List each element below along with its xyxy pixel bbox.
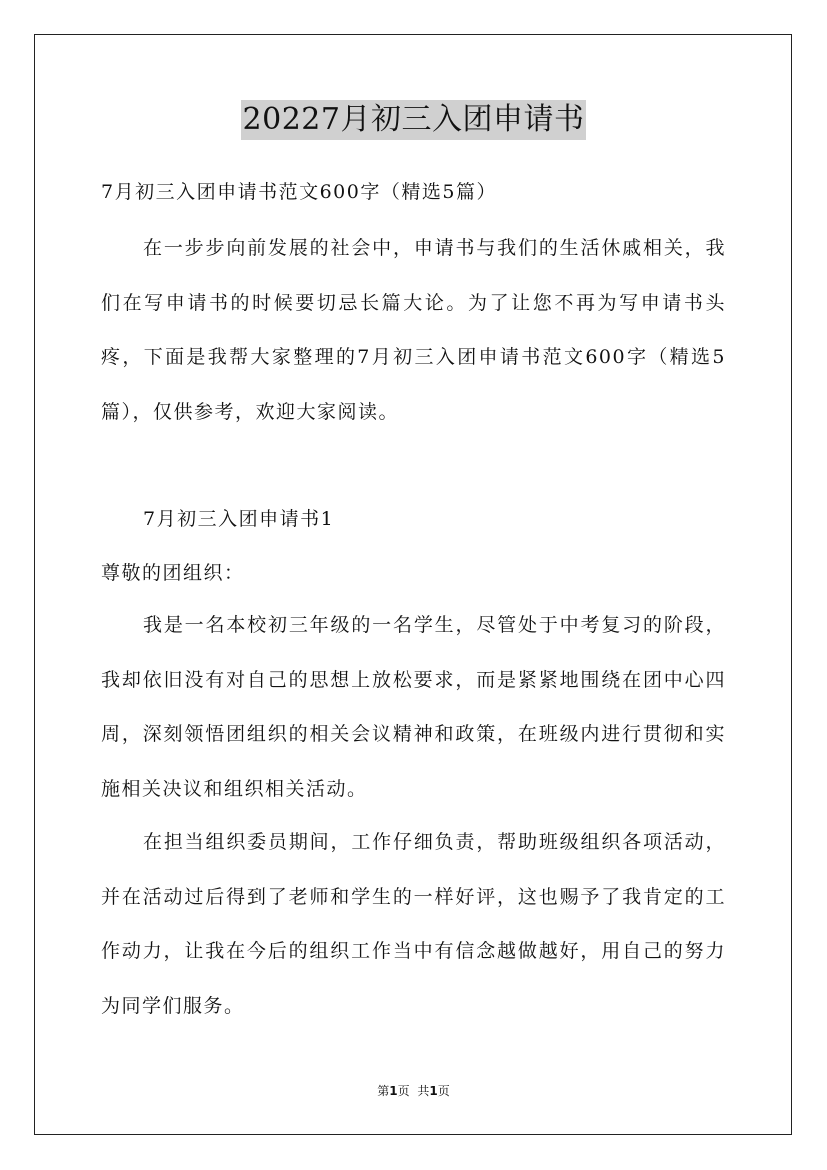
section-heading: 7月初三入团申请书1 bbox=[143, 508, 335, 530]
page-suffix: 页 bbox=[397, 1084, 410, 1098]
total-prefix: 共 bbox=[417, 1084, 430, 1098]
page-prefix: 第 bbox=[377, 1084, 390, 1098]
page-total: 1 bbox=[429, 1084, 438, 1098]
page-footer bbox=[0, 1083, 827, 1099]
page-current: 1 bbox=[389, 1084, 398, 1098]
total-suffix: 页 bbox=[437, 1084, 450, 1098]
salutation: 尊敬的团组织： bbox=[101, 562, 245, 584]
body-paragraph-1: 我是一名本校初三年级的一名学生，尽管处于中考复习的阶段，我却依旧没有对自己的思想上放松要求，而是紧紧地围绕在团中心四周，深刻领悟团组织的相关会议精神和政策，在班级内进行贯彻和实施相关决议和组织相关活动。 bbox=[101, 614, 726, 800]
document-subtitle: 7月初三入团申请书范文600字（精选5篇） bbox=[101, 181, 497, 203]
intro-paragraph: 在一步步向前发展的社会中，申请书与我们的生活休戚相关，我们在写申请书的时候要切忌长篇大论。为了让您不再为写申请书头疼，下面是我帮大家整理的7月初三入团申请书范文600字（精选5篇），仅供参考，欢迎大家阅读。 bbox=[101, 237, 726, 423]
title-container bbox=[0, 100, 827, 140]
body-paragraph-2: 在担当组织委员期间，工作仔细负责，帮助班级组织各项活动，并在活动过后得到了老师和学生的一样好评，这也赐予了我肯定的工作动力，让我在今后的组织工作当中有信念越做越好，用自己的努力为同学们服务。 bbox=[101, 831, 726, 1017]
document-title: 20227月初三入团申请书 bbox=[241, 100, 587, 140]
